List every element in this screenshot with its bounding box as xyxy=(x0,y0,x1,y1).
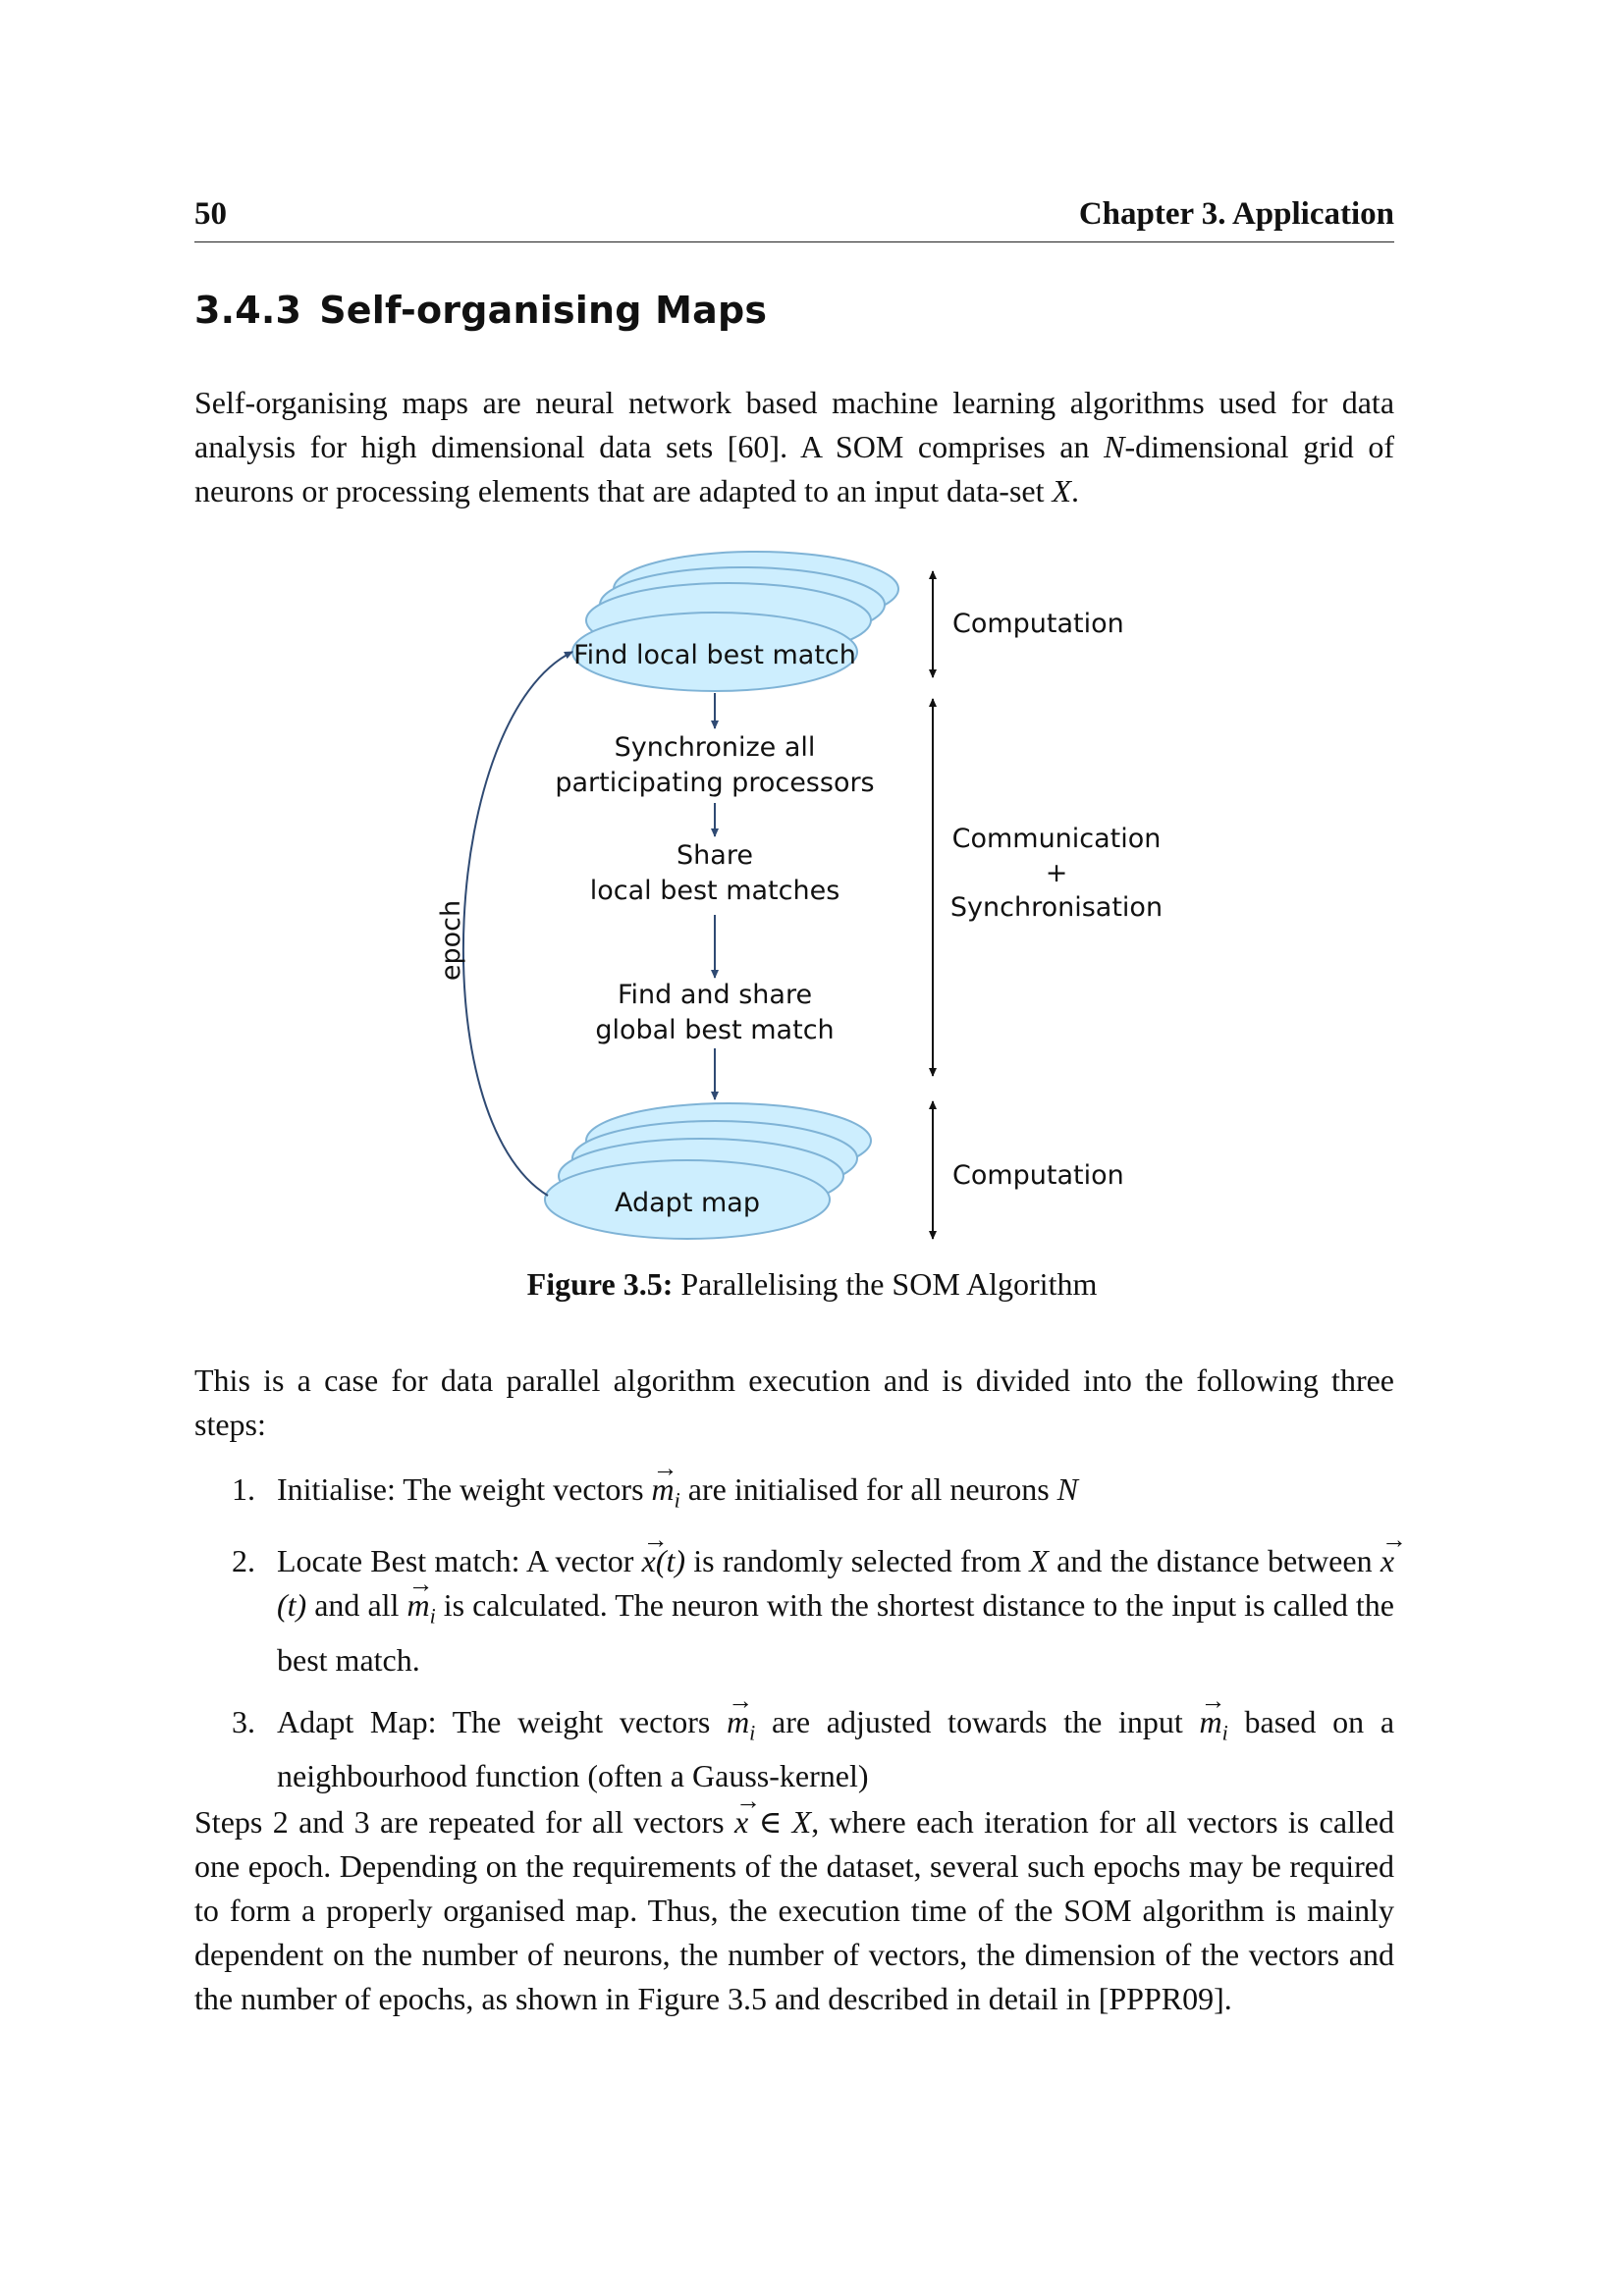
page-number: 50 xyxy=(194,196,227,232)
after-figure-paragraph: This is a case for data parallel algorithm execution and is divided into the following three steps: xyxy=(194,1362,1394,1442)
vector-x: → x xyxy=(642,1539,656,1583)
phase-mid-label-2: + xyxy=(1045,858,1068,888)
text: based on a neighbourhood function (often a Gauss-kernel) xyxy=(277,1703,1395,1794)
node-share-2: local best matches xyxy=(589,876,840,906)
epoch-label: epoch xyxy=(436,899,466,982)
item-number: 2. xyxy=(232,1543,255,1579)
node-adapt: Adapt map xyxy=(615,1188,760,1218)
node-find-local: Find local best match xyxy=(573,640,856,670)
text: and all xyxy=(306,1587,407,1624)
intro-line-3: grid of neurons or processing elements that are adapted to an input data-set xyxy=(194,429,1395,508)
phase-mid-label-1: Communication xyxy=(951,824,1162,854)
caption-text: Parallelising the SOM Algorithm xyxy=(673,1266,1098,1302)
item-number: 1. xyxy=(232,1471,255,1507)
text: and the distance between xyxy=(1048,1543,1380,1579)
math-X: X xyxy=(1052,473,1072,508)
vector-x: → x xyxy=(1380,1539,1394,1583)
text: is calculated. The neuron with the shortest distance to the input is called the best match. xyxy=(277,1587,1395,1678)
text: Locate Best match: A vector xyxy=(277,1543,642,1579)
subscript-i: i xyxy=(674,1487,680,1513)
text: are adjusted towards the input xyxy=(755,1703,1200,1739)
node-sync-1: Synchronize all xyxy=(614,732,816,763)
math-N: N xyxy=(1056,1471,1078,1507)
vector-m: → m xyxy=(406,1583,429,1628)
header-rule xyxy=(194,241,1394,242)
phase-top-label: Computation xyxy=(952,609,1124,639)
section-title: Self-organising Maps xyxy=(319,289,768,332)
text: Steps 2 and 3 are repeated for all vectors xyxy=(194,1804,735,1840)
text: are initialised for all neurons xyxy=(679,1471,1057,1507)
text: , where each iteration for all vectors is called one epoch. Depending on the requirements of the dataset, several such epochs may be required to form a properly organised map. Thus, the execution time of the SOM algorithm is mainly dependent on the number of neurons, the number of vectors, the dimension of the vectors and the number of epochs, as shown in Figure 3.5 and described in detail in [PPPR09]. xyxy=(194,1804,1395,2016)
math-X: X xyxy=(791,1804,812,1840)
list-item xyxy=(194,1700,1394,1798)
math-X: X xyxy=(1029,1543,1049,1579)
intro-line-2: data analysis for high dimensional data sets [60]. A SOM comprises an xyxy=(194,385,1395,464)
node-global-1: Find and share xyxy=(617,980,813,1010)
list-item xyxy=(194,1468,1394,1522)
vector-m: → m xyxy=(1200,1700,1222,1744)
intro-paragraph xyxy=(194,381,1394,513)
intro-line-2-end: -dimensional xyxy=(1124,429,1289,464)
subscript-i: i xyxy=(749,1720,756,1745)
intro-line-3-end: . xyxy=(1071,473,1080,508)
element-of: ∈ xyxy=(748,1804,792,1840)
text: Adapt Map: The weight vectors xyxy=(277,1703,728,1739)
subscript-i: i xyxy=(429,1603,436,1629)
epoch-loop-arrow xyxy=(463,652,572,1196)
intro-line-1: Self-organising maps are neural network based machine learning algorithms used for xyxy=(194,385,1328,420)
steps-paragraph xyxy=(194,1800,1394,2021)
figure-caption xyxy=(0,1266,1624,1303)
vector-m: → m xyxy=(652,1468,675,1512)
steps-list xyxy=(194,1468,1394,1816)
math-N: N xyxy=(1104,429,1125,464)
math-t: (t) xyxy=(277,1587,307,1624)
text: is randomly selected from xyxy=(685,1543,1030,1579)
vector-x: → x xyxy=(734,1800,748,1844)
section-heading xyxy=(194,289,767,332)
item-number: 3. xyxy=(232,1703,255,1739)
figure-som-parallel xyxy=(0,540,1624,1256)
phase-bottom-label: Computation xyxy=(952,1160,1124,1191)
list-item xyxy=(194,1539,1394,1682)
text: Initialise: The weight vectors xyxy=(277,1471,652,1507)
phase-mid-label-3: Synchronisation xyxy=(949,892,1164,923)
section-number: 3.4.3 xyxy=(194,289,302,332)
node-share-1: Share xyxy=(677,840,753,871)
caption-label: Figure 3.5: xyxy=(526,1266,674,1302)
math-t: (t) xyxy=(655,1543,686,1579)
chapter-title: Chapter 3. Application xyxy=(1078,196,1394,232)
node-sync-2: participating processors xyxy=(555,768,875,798)
running-head xyxy=(194,196,1394,240)
vector-m: → m xyxy=(727,1700,749,1744)
adapt-map-stack xyxy=(545,1103,871,1239)
figure-diagram xyxy=(0,540,1624,1256)
node-global-2: global best match xyxy=(595,1015,835,1045)
subscript-i: i xyxy=(1221,1720,1228,1745)
